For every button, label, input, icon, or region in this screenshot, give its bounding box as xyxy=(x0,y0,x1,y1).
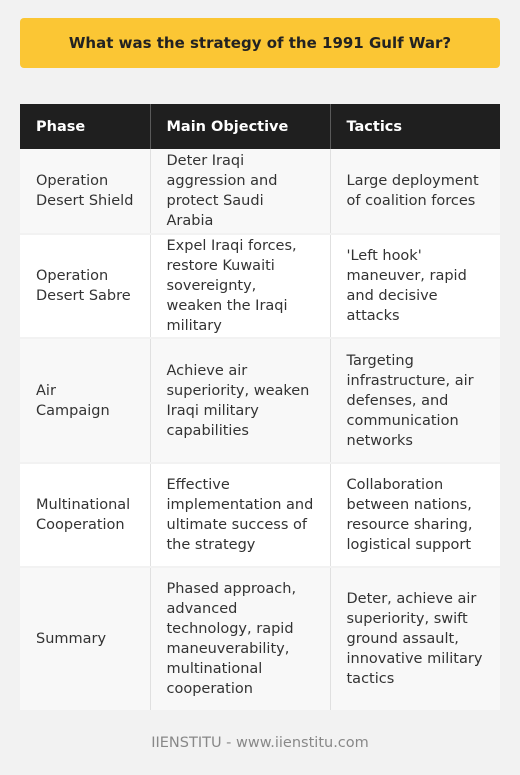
cell-tactics: Targeting infrastructure, air defenses, and communication networks xyxy=(330,338,500,463)
cell-objective: Phased approach, advanced technology, rapid maneuverability, multinational cooperation xyxy=(150,567,330,711)
cell-tactics: Collaboration between nations, resource sharing, logistical support xyxy=(330,463,500,567)
cell-tactics: Large deployment of coalition forces xyxy=(330,149,500,234)
table-row xyxy=(20,338,500,463)
cell-phase: Multinational Cooperation xyxy=(20,463,150,567)
cell-phase: Summary xyxy=(20,567,150,711)
header-phase: Phase xyxy=(20,104,150,149)
cell-objective: Deter Iraqi aggression and protect Saudi Arabia xyxy=(150,149,330,234)
table-row xyxy=(20,234,500,338)
footer-credit: IIENSTITU - www.iienstitu.com xyxy=(151,735,369,751)
cell-objective: Expel Iraqi forces, restore Kuwaiti sovereignty, weaken the Iraqi military xyxy=(150,234,330,338)
cell-tactics: Deter, achieve air superiority, swift ground assault, innovative military tactics xyxy=(330,567,500,711)
table-row xyxy=(20,567,500,711)
cell-phase: Operation Desert Shield xyxy=(20,149,150,234)
table-row xyxy=(20,149,500,234)
header-tactics: Tactics xyxy=(330,104,500,149)
cell-phase: Operation Desert Sabre xyxy=(20,234,150,338)
cell-objective: Achieve air superiority, weaken Iraqi military capabilities xyxy=(150,338,330,463)
header-main-objective: Main Objective xyxy=(150,104,330,149)
cell-tactics: 'Left hook' maneuver, rapid and decisive attacks xyxy=(330,234,500,338)
cell-objective: Effective implementation and ultimate success of the strategy xyxy=(150,463,330,567)
strategy-table xyxy=(20,104,500,712)
page-title: What was the strategy of the 1991 Gulf War? xyxy=(20,18,500,68)
cell-phase: Air Campaign xyxy=(20,338,150,463)
table-header-row xyxy=(20,104,500,149)
table-row xyxy=(20,463,500,567)
